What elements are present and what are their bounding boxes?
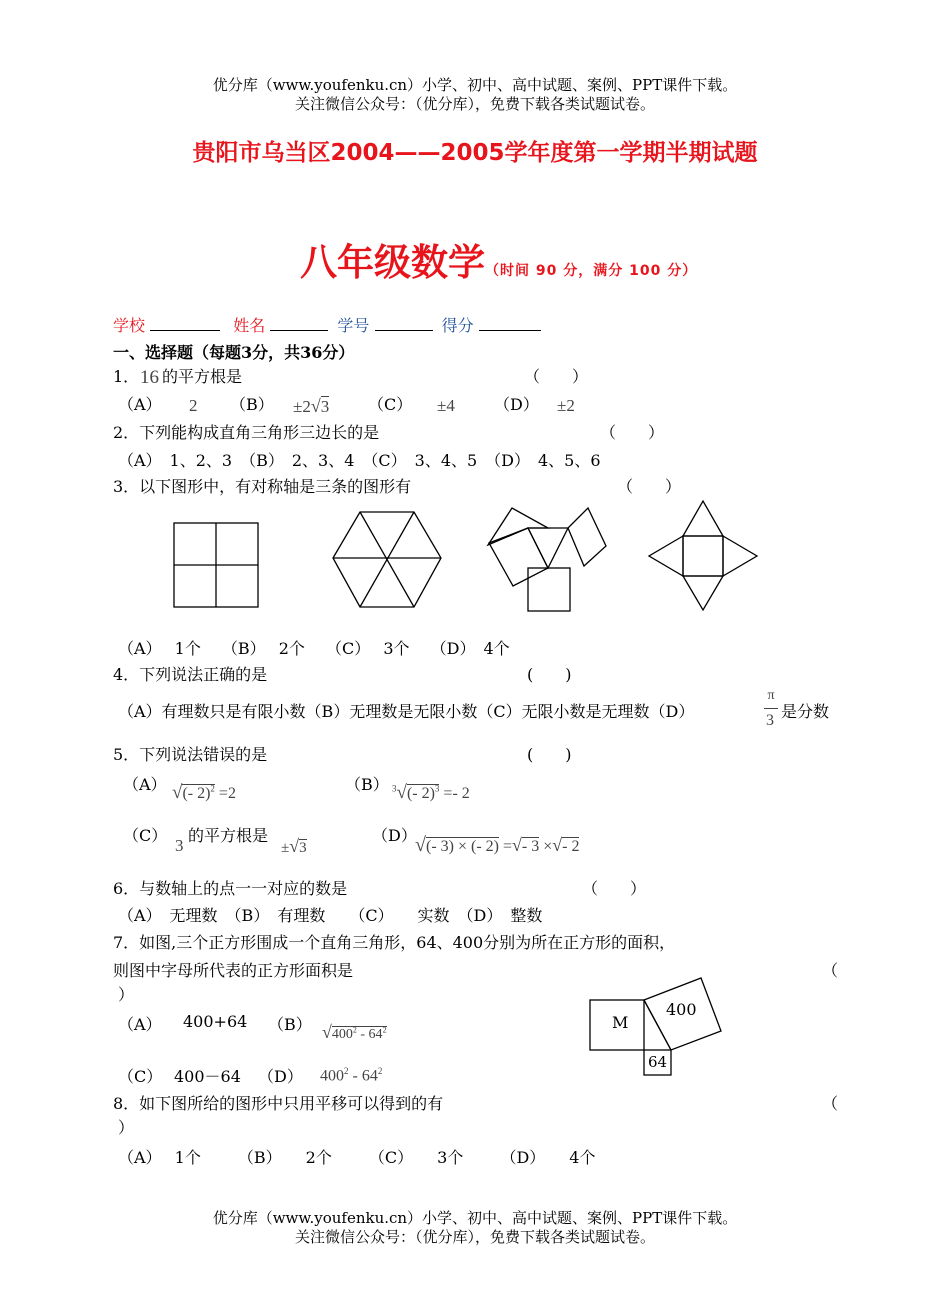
q1-option-d: ±2 (557, 396, 575, 415)
q7-d-minus: - 64 (348, 1067, 378, 1085)
q7-paren-close: ） (118, 985, 135, 1004)
q7-paren-open: （ (822, 961, 839, 980)
q5-option-c-value: ±√3 (281, 836, 307, 856)
q5-a-expr: (- 2) (182, 785, 211, 802)
q1-number: 1． (113, 367, 140, 386)
q7-label-b: （B） (268, 1015, 312, 1034)
q5-c-radicand: 3 (299, 840, 307, 856)
q1-answer-paren: （ ） (524, 367, 589, 386)
q5-stem: 5．下列说法错误的是 (113, 745, 268, 764)
q8-options: （A） 1个 （B） 2个 （C） 3个 （D） 4个 (118, 1148, 596, 1167)
q4-frac-num: π (767, 688, 775, 703)
q1-option-c: ±4 (437, 396, 455, 415)
q7-b-expr: 400 (331, 1027, 353, 1042)
q5-b-exp: 3 (434, 783, 440, 794)
q1-option-b: ±2√3 (293, 396, 330, 416)
q4-stem: 4．下列说法正确的是 (113, 665, 268, 684)
q1-label-d: （D） (494, 395, 539, 414)
q1-label-b: （B） (230, 395, 274, 414)
q4-frac-den: 3 (766, 712, 774, 729)
q7-label-a: （A） (118, 1015, 162, 1034)
header-line-1: 优分库（www.youfenku.cn）小学、初中、高中试题、案例、PPT课件下载。 (212, 76, 738, 94)
q5-label-c: （C） (123, 826, 168, 845)
q5-b-rhs: =- 2 (443, 785, 470, 802)
q7-b-sup1: 2 (352, 1025, 357, 1035)
q8-paren-open: （ (822, 1094, 839, 1113)
header-line-2: 关注微信公众号：（优分库），免费下载各类试题试卷。 (294, 95, 655, 113)
q4-tail: 是分数 (781, 702, 830, 721)
school-label: 学校 (113, 316, 146, 335)
q8-paren-close: ） (118, 1118, 135, 1137)
q7-label-c: （C） (118, 1067, 163, 1086)
q5-option-d: √(- 3) × (- 2) =√- 3 ×√- 2 (415, 834, 580, 856)
q1-label-c: （C） (368, 395, 413, 414)
q8-stem: 8．如下图所给的图形中只用平移可以得到的有 (113, 1094, 444, 1113)
q2-options: （A） 1、2、3 （B） 2、3、4 （C） 3、4、5 （D） 4、5、6 (118, 451, 601, 470)
q7-d-sup2: 2 (377, 1066, 383, 1076)
q7-d-expr: 400 (320, 1067, 344, 1085)
fig-label-400: 400 (666, 1000, 697, 1019)
q5-d-eq: = (502, 838, 513, 855)
q5-option-a: √(- 2)$^2$ =2 (172, 782, 236, 803)
q5-b-expr: (- 2) (406, 785, 435, 802)
q1-label-a: （A） (118, 395, 162, 414)
q1-stem: 的平方根是 (162, 367, 243, 386)
q3-options: （A） 1个 （B） 2个 （C） 3个 （D） 4个 (118, 639, 510, 658)
q7-stem-1: 7．如图,三个正方形围成一个直角三角形，64、400分别为所在正方形的面积， (113, 933, 676, 952)
footer-line-1: 优分库（www.youfenku.cn）小学、初中、高中试题、案例、PPT课件下载。 (212, 1209, 738, 1227)
q5-d-r1: - 3 (521, 838, 540, 855)
q5-c-num: 3 (175, 836, 184, 855)
footer-line-2: 关注微信公众号：（优分库），免费下载各类试题试卷。 (294, 1228, 655, 1246)
q5-b-index: 3 (392, 783, 397, 794)
q7-b-minus: - 64 (356, 1027, 383, 1042)
q5-option-b: $^3$√(- 2)$^3$ =- 2 (392, 782, 470, 803)
q1-option-b-radicand: 3 (320, 397, 330, 416)
q5-d-r2: - 2 (562, 838, 580, 855)
score-label: 得分 (441, 316, 474, 335)
q7-option-a: 400+64 (183, 1012, 248, 1031)
q1-option-b-prefix: ±2 (293, 397, 311, 416)
q2-answer-paren: （ ） (600, 423, 665, 442)
section-1-heading: 一、选择题（每题3分，共36分） (113, 343, 355, 362)
q4-options: （A）有理数只是有限小数（B）无理数是无限小数（C）无限小数是无理数（D） (118, 702, 695, 721)
q5-d-lhs: (- 3) × (- 2) (425, 838, 499, 855)
q7-stem-2: 则图中字母所代表的正方形面积是 (113, 961, 354, 980)
q1-radicand: 16 (140, 367, 159, 388)
q3-answer-paren: （ ） (617, 477, 682, 496)
q5-a-rhs: =2 (218, 785, 236, 802)
q5-label-b: （B） (345, 775, 389, 794)
q7-label-d: （D） (258, 1067, 303, 1086)
fig-label-m: M (612, 1013, 629, 1032)
q5-label-a: （A） (123, 775, 167, 794)
q6-stem: 6．与数轴上的点一一对应的数是 (113, 879, 348, 898)
q7-d-sup1: 2 (344, 1066, 349, 1076)
q5-c-text: 的平方根是 (188, 826, 269, 845)
q7-option-c: 400－64 (174, 1067, 241, 1086)
subject-note: （时间 90 分，满分 100 分） (485, 263, 698, 279)
q5-answer-paren: ( ) (527, 745, 572, 764)
exam-title: 贵阳市乌当区2004——2005学年度第一学期半期试题 (192, 140, 758, 166)
q5-label-d: （D） (372, 826, 417, 845)
number-label: 学号 (337, 316, 370, 335)
q7-b-sup2: 2 (382, 1025, 387, 1035)
q5-a-exp: 2 (210, 783, 215, 794)
fig-label-64: 64 (648, 1053, 668, 1071)
q1-option-a: 2 (189, 396, 198, 415)
q3-stem: 3．以下图形中，有对称轴是三条的图形有 (113, 477, 412, 496)
q6-options: （A） 无理数 （B） 有理数 （C） 实数 （D） 整数 (118, 906, 543, 925)
name-label: 姓名 (233, 316, 266, 335)
q5-c-pm: ± (281, 840, 290, 856)
q2-stem: 2．下列能构成直角三角形三边长的是 (113, 423, 380, 442)
q7-option-b: $√400^2 - 64^2$ (322, 1022, 387, 1042)
subject-title: 八年级数学 (300, 241, 485, 284)
q6-answer-paren: （ ） (582, 879, 647, 898)
q4-answer-paren: ( ) (527, 665, 572, 684)
q5-d-times: × (543, 838, 553, 855)
